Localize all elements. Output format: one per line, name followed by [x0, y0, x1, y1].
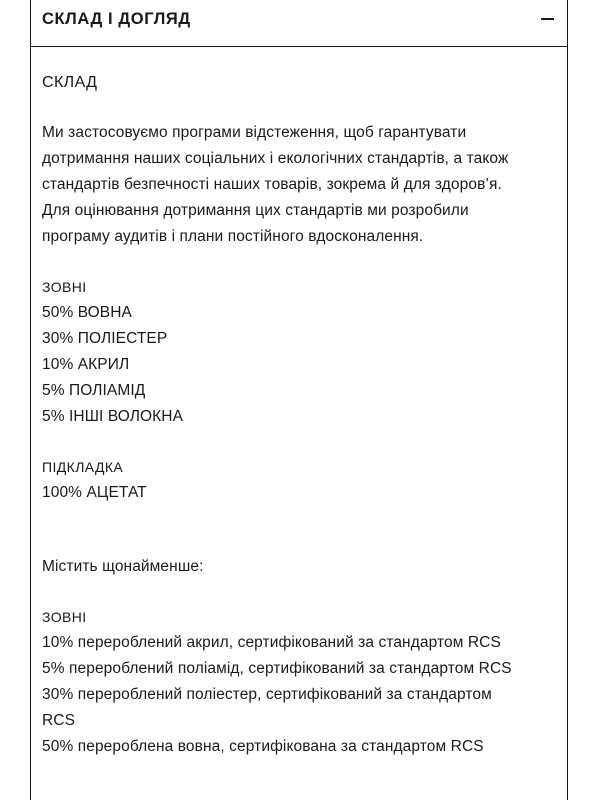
- composition-item: 30% ПОЛІЕСТЕР: [42, 330, 168, 347]
- lining-label: ПІДКЛАДКА: [42, 459, 124, 475]
- contains-label: Містить щонайменше:: [42, 558, 204, 575]
- composition-care-panel: [30, 0, 568, 800]
- recycled-item: 5% перероблений поліамід, сертифікований за стандартом RCS: [42, 660, 512, 677]
- composition-item: 100% АЦЕТАТ: [42, 484, 147, 501]
- composition-item: 5% ІНШІ ВОЛОКНА: [42, 408, 184, 425]
- recycled-item: 50% перероблена вовна, сертифікована за стандартом RCS: [42, 738, 484, 755]
- recycled-composition: [42, 604, 562, 760]
- accordion-header[interactable]: [31, 0, 567, 47]
- intro-line: Для оцінювання дотримання цих стандартів ми розробили: [42, 202, 469, 219]
- recycled-item: 30% перероблений поліестер, сертифікований за стандартом: [42, 686, 492, 703]
- composition-content: [42, 60, 562, 784]
- intro-line: програму аудитів і плани постійного вдосконалення.: [42, 228, 424, 245]
- intro-line: стандартів безпечності наших товарів, зокрема й для здоров’я.: [42, 176, 502, 193]
- intro-text: [42, 120, 562, 250]
- accordion-title: СКЛАД І ДОГЛЯД: [42, 10, 191, 28]
- outer-label: ЗОВНІ: [42, 279, 87, 295]
- recycled-item: 10% перероблений акрил, сертифікований за стандартом RCS: [42, 634, 501, 651]
- lining-composition: [42, 454, 562, 506]
- outer-composition: [42, 274, 562, 430]
- section-heading: СКЛАД: [42, 74, 98, 91]
- spacer: [42, 530, 562, 554]
- recycled-outer-label: ЗОВНІ: [42, 609, 87, 625]
- minus-icon[interactable]: [541, 18, 554, 20]
- composition-item: 5% ПОЛІАМІД: [42, 382, 146, 399]
- composition-item: 10% АКРИЛ: [42, 356, 130, 373]
- composition-item: 50% ВОВНА: [42, 304, 132, 321]
- intro-line: дотримання наших соціальних і екологічних стандартів, а також: [42, 150, 509, 167]
- recycled-item: RCS: [42, 712, 76, 729]
- intro-line: Ми застосовуємо програми відстеження, щоб гарантувати: [42, 124, 467, 141]
